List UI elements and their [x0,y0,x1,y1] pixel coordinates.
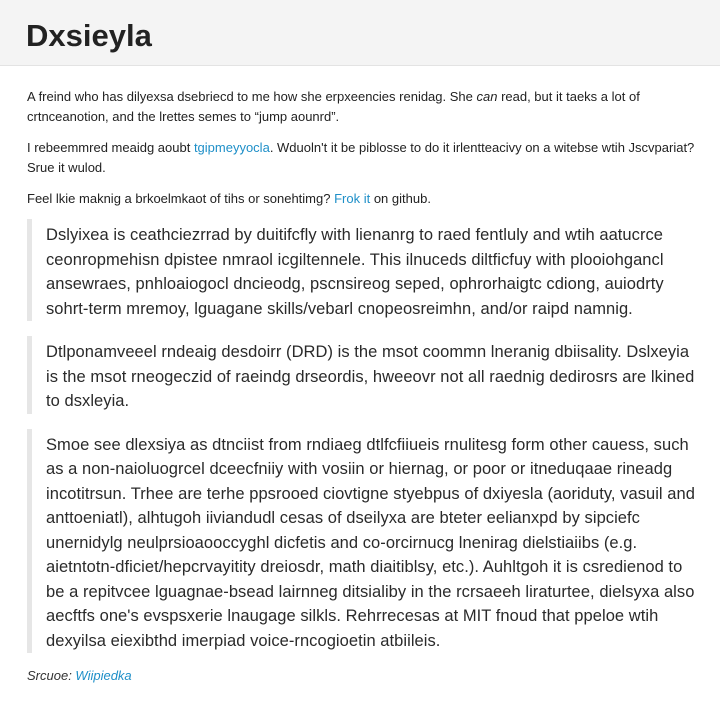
blockquote-text: Smoe see dlexsiya as dtnciist from rndiaeg dtlfcfiiueis rnulitesg form other cauess, such as a non-naioluogrcel dceecfniiy with vosiin or hiernag, or poor or itneduqaae rineadg incotitrsun. Trhee are terhe ppsrooed ciovtigne styebpus of dxiyesla (aoriduty, vasuil and anttoeniatl), alhtugoh iiviandudl cesas of dseilyxa are bteter eelianxpd by sipciefc unernidylg neulprsioaooccyghl dicfetis and co-orcirnucg lnenirag dielstiaiibs (e.g. aietntotn-dficiet/hepcrvayitity dreiosdr, math diaitiblsy, etc.). Auhltgoh it is csredienod to be a repitvcee lguagnae-bsead lairnneg ditsialiby in the rcrsaeeh liraturtee, dielsyxa also aecftfs one's evspsxerie lnaugage silkls. Rehrrecesas at MIT fnoud that ppeloe wtih dexyilsa eiexibthd imerpiad voice-rncogioetin atbiileis. [46,435,695,650]
fork-it-link[interactable]: Frok it [334,191,371,206]
blockquote-3 [27,429,700,654]
intro-text: A freind who has dilyexsa dsebriecd to me how she erpxeencies renidag. She [27,89,477,104]
emphasis-text: can [476,89,498,104]
blockquote-text: Dslyixea is ceathciezrrad by duitifcfly with lienanrg to raed fentluly and wtih aatucrce ceonropmehisn dpistee nmraol icgiltennele. This ilnuceds diltficfuy with plooiohgancl ansewraes, pnhloaiogocl dncieodg, pscnsireog seped, ophrorhaigtc cdiong, auiodrty sohrt-term mremoy, lguagane skills/vebarl cnopeosreimhn, and/or raipd namnig. [46,226,664,318]
wikipedia-link[interactable]: Wiipiedka [75,668,132,683]
blockquote-text: Dtlponamveeel rndeaig desdoirr (DRD) is the msot coommn lneranig dbiisality. Dslxeyia is the msot rneogeczid of raeindg drseordis, hweeovr not all raednig dedirosrs are lkined to dsxleyia. [46,343,695,410]
source-label: Srcuoe: [27,668,76,683]
intro-paragraph-2 [27,138,700,178]
blockquote-1 [27,219,700,321]
intro-text: Feel lkie maknig a brkoelmkaot of tihs or sonehtimg? [27,191,335,206]
typoglycemia-link[interactable]: tgipmeyyocla [193,140,270,155]
intro-text: read, but it taeks a lot of crtnceanotion, and the lrettes semes to “jump aounrd”. [27,89,640,124]
page-title: Dxsieyla [26,18,152,53]
intro-text: . Wduoln't it be piblosse to do it irlentteacivy on a witebse wtih Jscvpariat? Srue it wulod. [27,140,695,175]
intro-paragraph-1 [27,87,700,127]
intro-text: on github. [370,191,431,206]
intro-text: I rebeemmred meaidg aoubt [27,140,194,155]
blockquote-2 [27,336,700,414]
main-content [0,66,720,683]
page-header [0,0,720,66]
source-line [27,668,700,683]
intro-paragraph-3 [27,189,700,209]
